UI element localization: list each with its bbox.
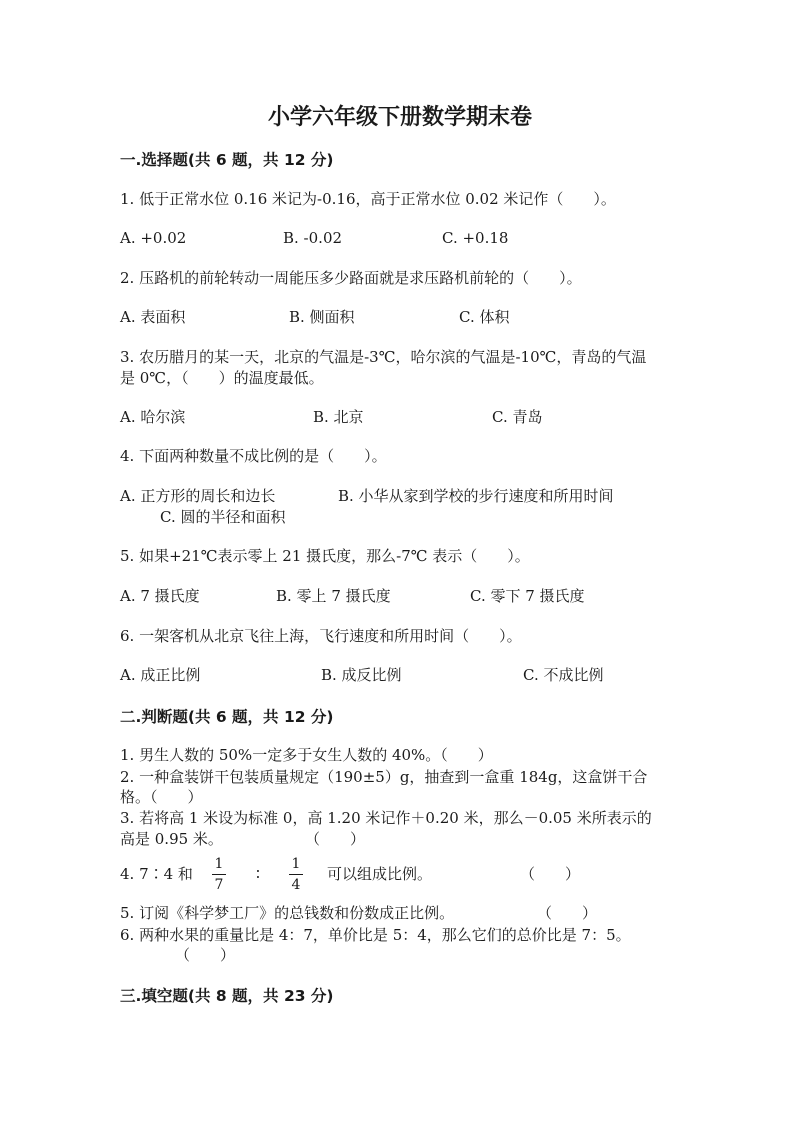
option-b: B. 成反比例: [321, 666, 402, 684]
judgement-question: 1. 男生人数的 50%一定多于女生人数的 40%。（ ）: [120, 746, 493, 764]
option-b: B. -0.02: [283, 229, 343, 247]
option-b: B. 北京: [313, 408, 364, 426]
judgement-question: 4. 7∶4 和: [120, 865, 193, 883]
question-text: 3. 农历腊月的某一天，北京的气温是-3℃，哈尔滨的气温是-10℃，青岛的气温: [120, 348, 647, 366]
question-text: 5. 如果+21℃表示零上 21 摄氏度，那么-7℃ 表示（ ）。: [120, 547, 530, 565]
ratio-colon: ∶: [256, 865, 260, 883]
answer-paren: （ ）: [537, 904, 598, 922]
judgement-question-continued: 高是 0.95 米。: [120, 830, 223, 848]
judgement-question: 5. 订阅《科学梦工厂》的总钱数和份数成正比例。: [120, 904, 455, 922]
option-a: A. 7 摄氏度: [120, 587, 200, 605]
question-text: 6. 一架客机从北京飞往上海，飞行速度和所用时间（ ）。: [120, 627, 522, 645]
option-b: B. 零上 7 摄氏度: [276, 587, 391, 605]
judgement-question-continued: 格。（ ）: [120, 788, 203, 806]
option-c: C. 体积: [459, 308, 510, 326]
question-text: 4. 下面两种数量不成比例的是（ ）。: [120, 447, 387, 465]
option-c: C. 青岛: [492, 408, 543, 426]
fraction-one-seventh: 1 7: [209, 856, 229, 893]
section-heading-fill-in: 三.填空题(共 8 题，共 23 分): [120, 987, 334, 1005]
judgement-question: 3. 若将高 1 米设为标准 0，高 1.20 米记作＋0.20 米，那么－0.05 米所表示的: [120, 809, 652, 827]
option-c: C. +0.18: [442, 229, 509, 247]
question-text-continued: 是 0℃，（ ）的温度最低。: [120, 369, 324, 387]
section-heading-choice: 一.选择题(共 6 题，共 12 分): [120, 151, 334, 169]
question-text: 1. 低于正常水位 0.16 米记为-0.16，高于正常水位 0.02 米记作（ ）。: [120, 190, 616, 208]
answer-paren: （ ）: [305, 830, 366, 848]
judgement-question: 6. 两种水果的重量比是 4：7，单价比是 5：4，那么它们的总价比是 7：5。: [120, 926, 631, 944]
judgement-question-suffix: 可以组成比例。: [327, 865, 433, 883]
option-c: C. 零下 7 摄氏度: [470, 587, 585, 605]
option-a: A. 哈尔滨: [120, 408, 186, 426]
option-b: B. 侧面积: [289, 308, 355, 326]
option-c: C. 圆的半径和面积: [160, 508, 286, 526]
option-a: A. 成正比例: [120, 666, 201, 684]
answer-paren: （ ）: [520, 865, 581, 883]
option-a: A. +0.02: [120, 229, 187, 247]
option-a: A. 正方形的周长和边长: [120, 487, 276, 505]
option-a: A. 表面积: [120, 308, 186, 326]
judgement-question: 2. 一种盒装饼干包装质量规定（190±5）g，抽查到一盒重 184g，这盒饼干合: [120, 768, 648, 786]
page-title: 小学六年级下册数学期末卷: [267, 105, 532, 130]
answer-paren: （ ）: [175, 946, 236, 964]
section-heading-judgement: 二.判断题(共 6 题，共 12 分): [120, 708, 334, 726]
fraction-one-fourth: 1 4: [286, 856, 306, 893]
question-text: 2. 压路机的前轮转动一周能压多少路面就是求压路机前轮的（ ）。: [120, 269, 582, 287]
option-c: C. 不成比例: [523, 666, 604, 684]
option-b: B. 小华从家到学校的步行速度和所用时间: [338, 487, 614, 505]
